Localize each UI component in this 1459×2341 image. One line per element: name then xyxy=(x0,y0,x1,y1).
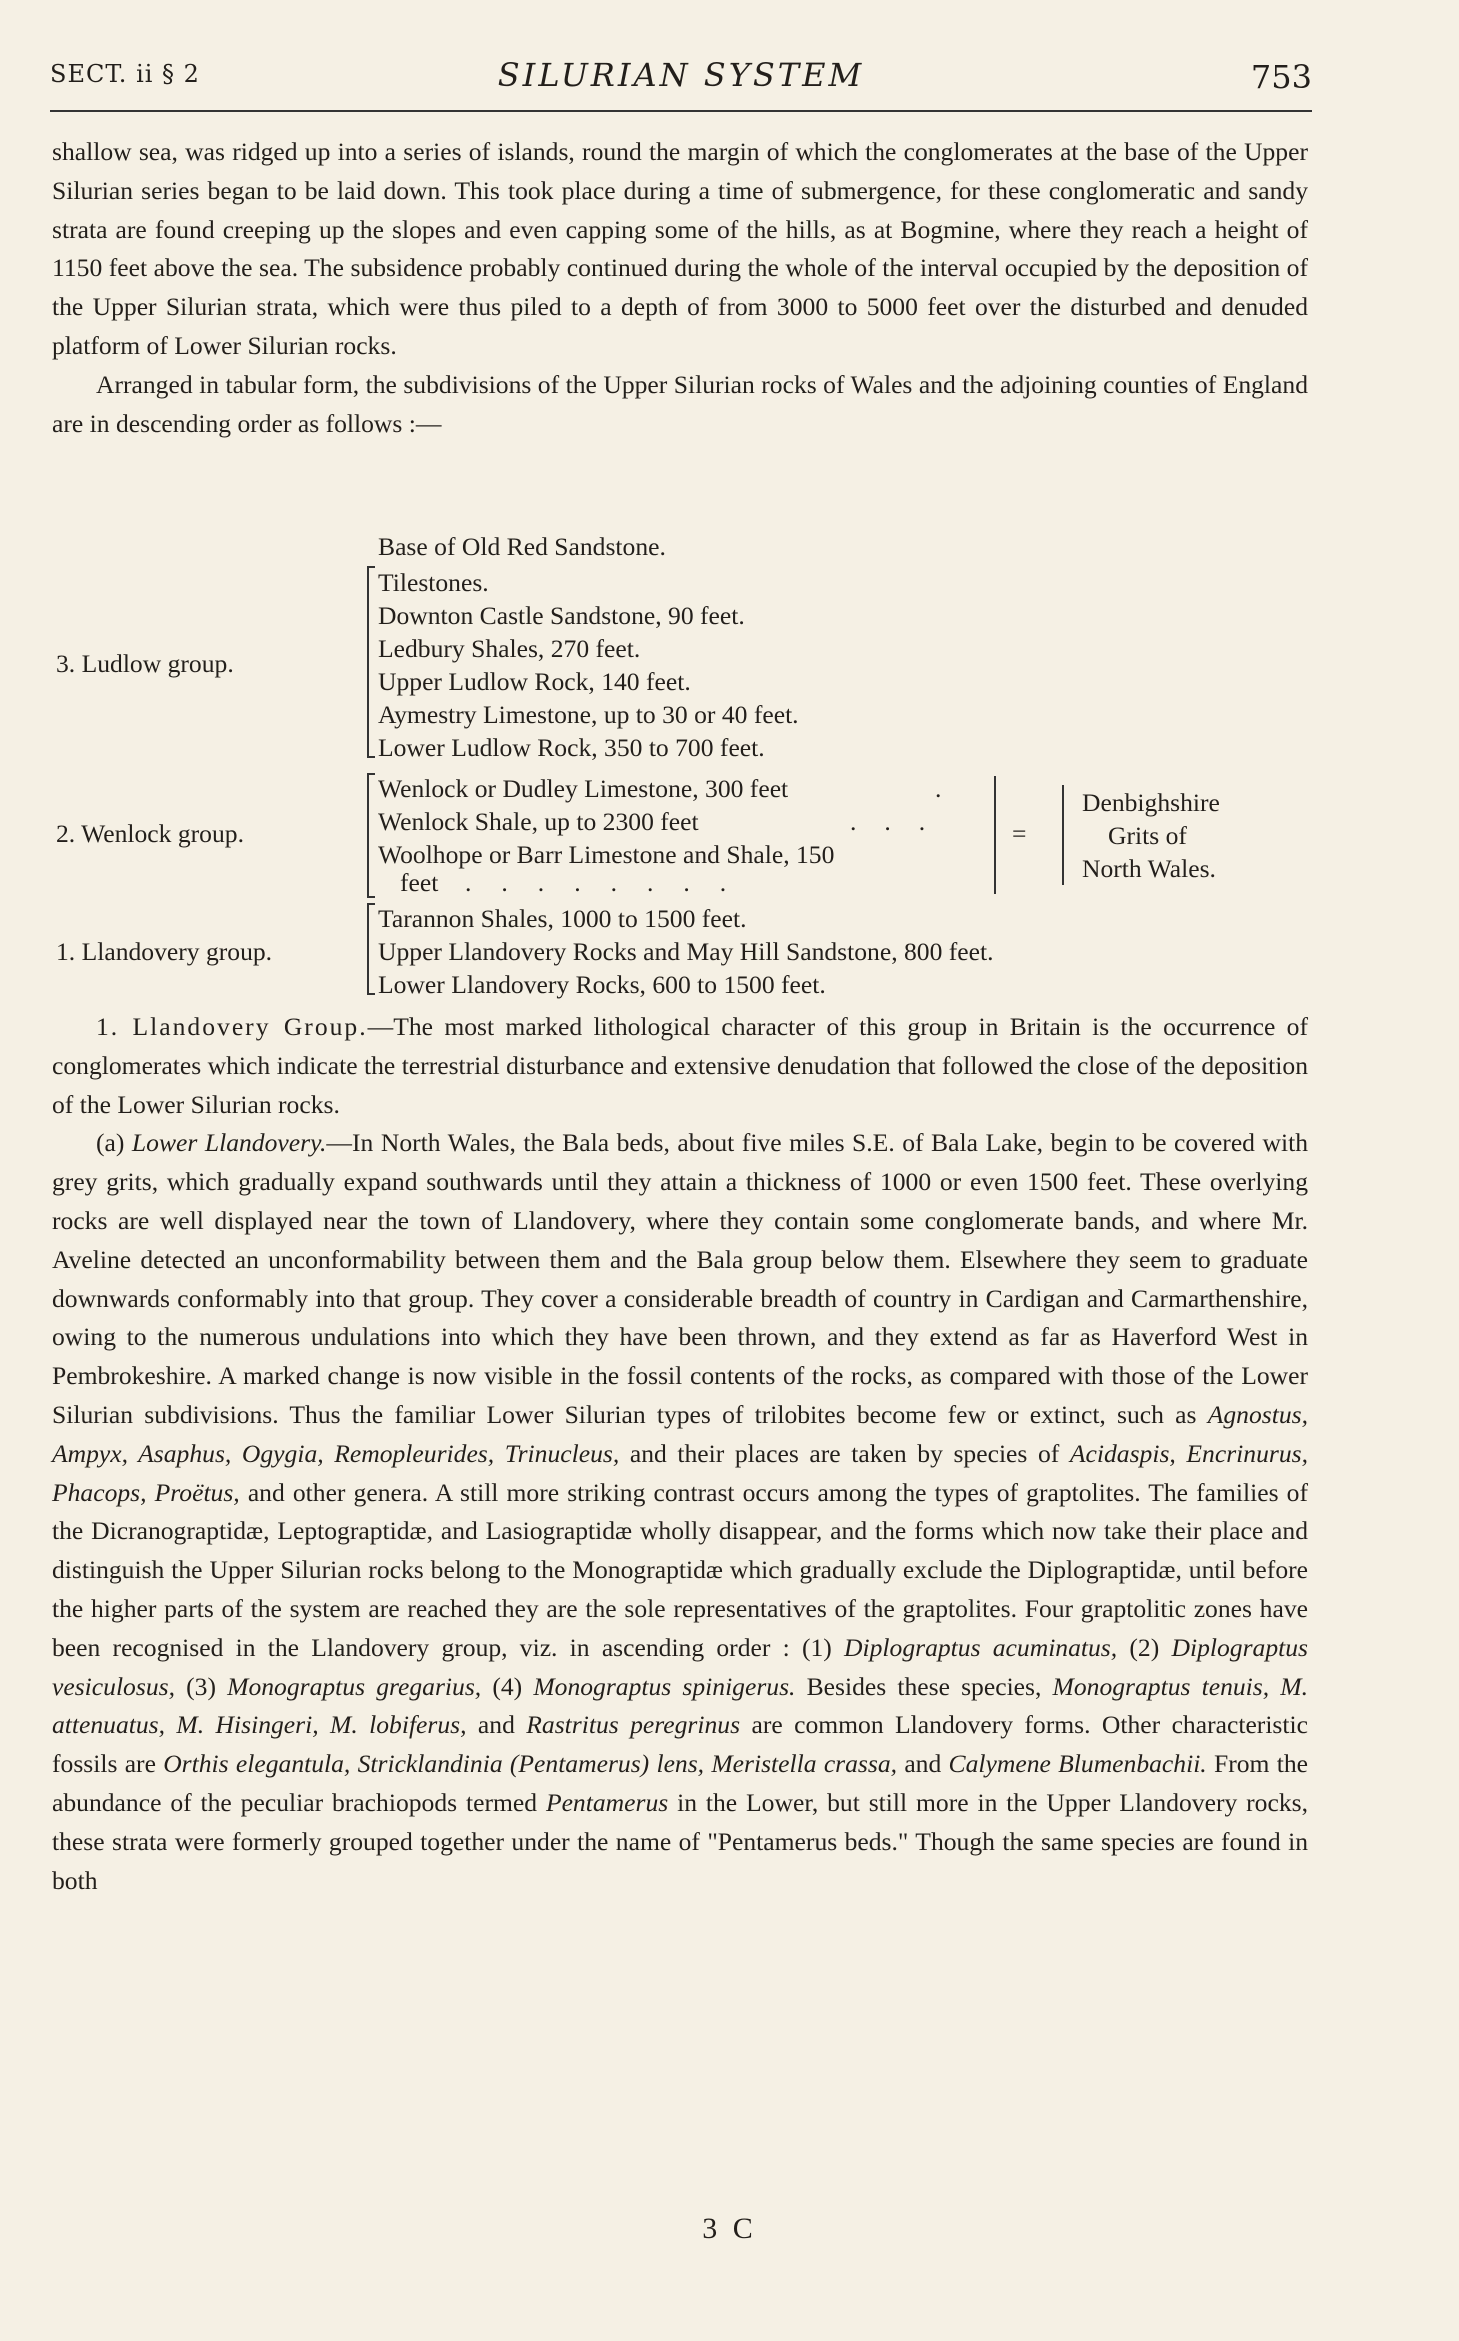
wenlock-item: Woolhope or Barr Limestone and Shale, 150 xyxy=(378,840,835,869)
species-name: Monograptus tenuis, M. attenuatus, M. Hisingeri, M. lobiferus, xyxy=(52,1671,1309,1740)
ludlow-item: Downton Castle Sandstone, 90 feet. xyxy=(378,601,745,630)
equivalent-line: North Wales. xyxy=(1082,854,1216,883)
equals-sign: = xyxy=(1012,819,1027,848)
llandovery-item: Lower Llandovery Rocks, 600 to 1500 feet. xyxy=(378,970,826,999)
leader-dots: ........ xyxy=(465,868,757,897)
equivalent-line: Denbighshire xyxy=(1082,788,1220,817)
species-name: Orthis elegantula, Stricklandinia (Pentamerus) lens, Meristella crassa, xyxy=(163,1749,898,1779)
running-title: SILURIAN SYSTEM xyxy=(497,56,865,94)
header-rule xyxy=(50,110,1312,112)
wenlock-item: Wenlock or Dudley Limestone, 300 feet xyxy=(378,774,789,803)
llandovery-item: Tarannon Shales, 1000 to 1500 feet. xyxy=(378,904,747,933)
leader-dots: ... xyxy=(850,807,954,836)
main-text xyxy=(52,1008,1308,1900)
running-header xyxy=(50,52,1312,102)
intro-paragraph-2: Arranged in tabular form, the subdivisions of the Upper Silurian rocks of Wales and the adjoining counties of England are in descending order as follows :— xyxy=(52,369,1308,438)
equivalent-line: Grits of xyxy=(1108,821,1187,850)
llandovery-item: Upper Llandovery Rocks and May Hill Sandstone, 800 feet. xyxy=(378,937,994,966)
ludlow-item: Ledbury Shales, 270 feet. xyxy=(378,634,641,663)
llandovery-paragraph: 1. Llandovery Group.—The most marked lithological character of this group in Britain is the occurrence of conglomerates which indicate the terrestrial disturbance and extensive denudation that followed the close of the deposition of the Lower Silurian rocks. xyxy=(52,1012,1308,1119)
wenlock-item: Wenlock Shale, up to 2300 feet xyxy=(378,807,699,836)
species-name: Diplograptus vesiculosus, xyxy=(52,1632,1308,1701)
genus-name: Pentamerus xyxy=(545,1787,669,1817)
lower-llandovery-paragraph: (a) Lower Llandovery.—In North Wales, the Bala beds, about five miles S.E. of Bala Lake, begin to be covered with grey grits, which gradually expand southwards until they attain a thickness of 1000 or even 1500 feet. These overlying rocks are well displayed near the town of Llandovery, where they contain some conglomerate bands, and where Mr. Aveline detected an unconformability between them and the Bala group below them. Elsewhere they seem to graduate downwards conformably into that group. They cover a considerable breadth of country in Cardigan and Carmarthenshire, owing to the numerous undulations into which they have been thrown, and they extend as far as Haverford West in Pembrokeshire. A marked change is now visible in the fossil contents of the rocks, as compared with those of the Lower Silurian subdivisions. Thus the familiar Lower Silurian types of trilobites become few or extinct, such as Agnostus, Ampyx, Asaphus, Ogygia, Remopleurides, Trinucleus, and their places are taken by species of Acidaspis, Encrinurus, Phacops, Proëtus, and other genera. A still more striking contrast occurs among the types of graptolites. The families of the Dicranograptidæ, Leptograptidæ, and Lasiograptidæ wholly disappear, and the forms which now take their place and distinguish the Upper Silurian rocks belong to the Monograptidæ which gradually exclude the Diplograptidæ, until before the higher parts of the system are reached they are the sole representatives of the graptolites. Four graptolitic zones have been recognised in the Llandovery group, viz. in ascending order : (1) Diplograptus acuminatus, (2) Diplograptus vesiculosus, (3) Monograptus gregarius, (4) Monograptus spinigerus. Besides these species, Monograptus tenuis, M. attenuatus, M. Hisingeri, M. lobiferus, and Rastritus peregrinus are common Llandovery forms. Other characteristic fossils are Orthis elegantula, Stricklandinia (Pentamerus) lens, Meristella crassa, and Calymene Blumenbachii. From the abundance of the peculiar brachiopods termed Pentamerus in the Lower, but still more in the Upper Llandovery rocks, these strata were formerly grouped together under the name of "Pentamerus beds." Though the same species are found in both xyxy=(52,1128,1309,1895)
intro-paragraph: shallow sea, was ridged up into a series of islands, round the margin of which the conglomerates at the base of the Upper Silurian series began to be laid down. This took place during a time of submergence, for these conglomeratic and sandy strata are found creeping up the slopes and even capping some of the hills, as at Bogmine, where they reach a height of 1150 feet above the sea. The subsidence probably continued during the whole of the interval occupied by the deposition of the Upper Silurian strata, which were thus piled to a depth of from 3000 to 5000 feet over the disturbed and denuded platform of Lower Silurian rocks. xyxy=(52,137,1308,360)
section-label: SECT. ii § 2 xyxy=(50,60,200,88)
ludlow-item: Lower Ludlow Rock, 350 to 700 feet. xyxy=(378,733,765,762)
ludlow-item: Upper Ludlow Rock, 140 feet. xyxy=(378,667,691,696)
brace-wenlock xyxy=(367,773,369,896)
right-brace xyxy=(988,776,996,894)
genus-names: Acidaspis, Encrinurus, Phacops, Proëtus, xyxy=(52,1438,1308,1507)
section-heading: 1. Llandovery Group. xyxy=(96,1012,368,1041)
species-name: Diplograptus acuminatus, xyxy=(844,1632,1118,1662)
species-name: Monograptus gregarius, xyxy=(227,1671,482,1701)
subsection-heading: Lower Llandovery. xyxy=(131,1128,327,1158)
table-base-line: Base of Old Red Sandstone. xyxy=(378,532,666,561)
wenlock-item: feet xyxy=(400,868,439,897)
genus-names: Agnostus, Ampyx, Asaphus, Ogygia, Remopleurides, Trinucleus, xyxy=(52,1399,1308,1468)
leader-dots: . xyxy=(935,774,942,803)
ludlow-item: Aymestry Limestone, up to 30 or 40 feet. xyxy=(378,700,799,729)
intro-text xyxy=(52,133,1308,443)
brace-equivalent xyxy=(1062,785,1064,885)
species-name: Calymene Blumenbachii. xyxy=(948,1749,1207,1779)
page-number: 753 xyxy=(1250,58,1312,96)
brace-ludlow xyxy=(367,566,369,756)
signature-mark: 3 C xyxy=(702,2212,757,2245)
ludlow-item: Tilestones. xyxy=(378,568,489,597)
species-name: Monograptus spinigerus. xyxy=(533,1671,796,1701)
group-label-ludlow: 3. Ludlow group. xyxy=(56,649,234,678)
species-name: Rastritus peregrinus xyxy=(526,1710,741,1740)
group-label-llandovery: 1. Llandovery group. xyxy=(56,937,273,966)
brace-llandovery xyxy=(367,903,369,993)
group-label-wenlock: 2. Wenlock group. xyxy=(56,819,244,848)
